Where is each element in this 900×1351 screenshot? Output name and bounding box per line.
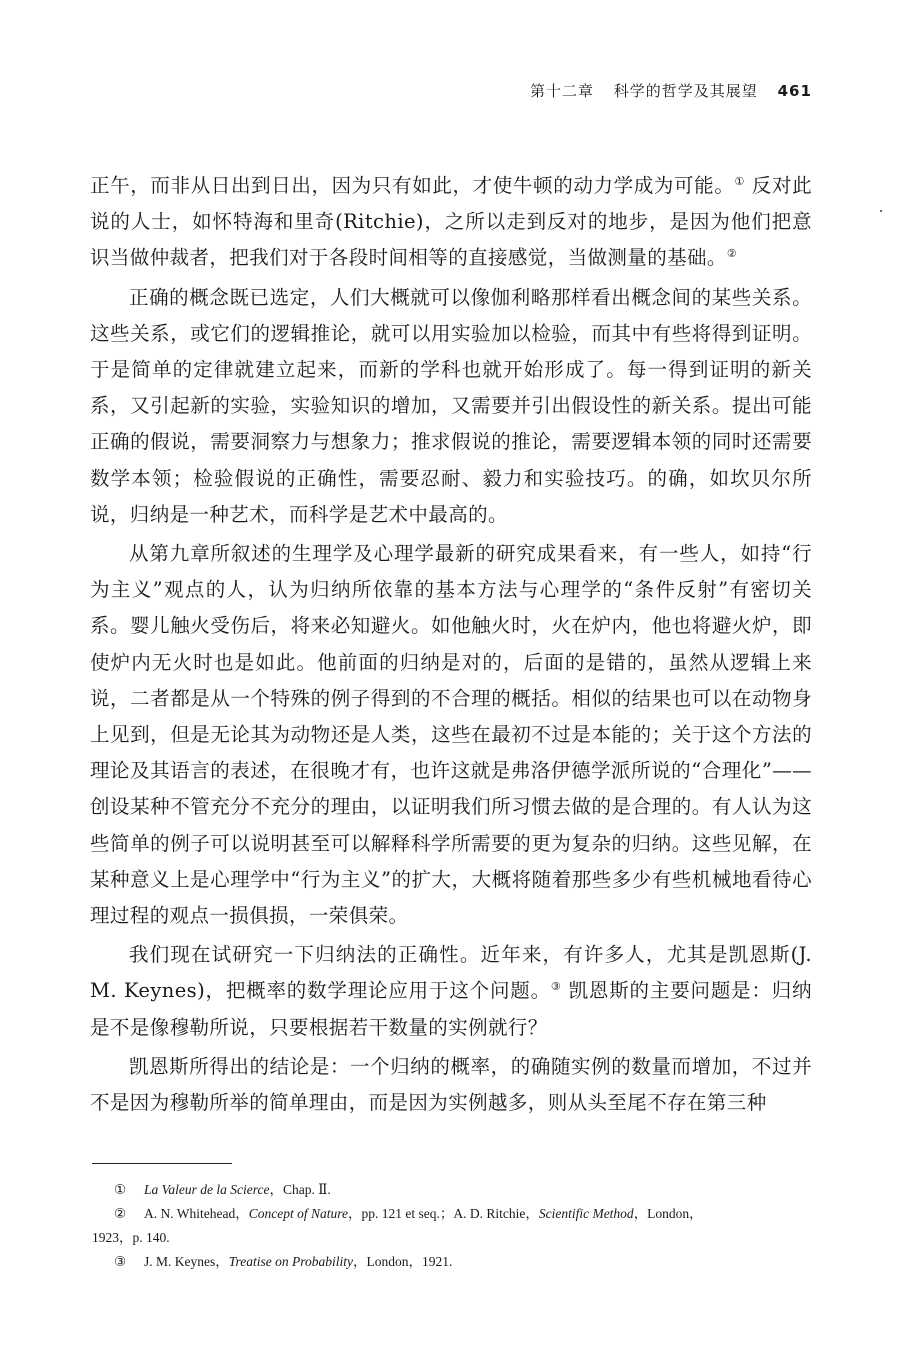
paragraph: 我们现在试研究一下归纳法的正确性。近年来，有许多人，尤其是凯恩斯(J. M. Keynes)，把概率的数学理论应用于这个问题。③ 凯恩斯的主要问题是：归纳是不是像穆勒所说，只要根据若干数量的实例就行？ [90, 943, 812, 1039]
footnotes [92, 1178, 814, 1274]
main-text [90, 168, 812, 1124]
footnote-divider [92, 1163, 232, 1164]
footnote-1: ① La Valeur de la Scierce，Chap. Ⅱ. [92, 1178, 814, 1202]
paragraph: 凯恩斯所得出的结论是：一个归纳的概率，的确随实例的数量而增加，不过并不是因为穆勒所举的简单理由，而是因为实例越多，则从头至尾不存在第三种 [90, 1054, 812, 1115]
footnote-marker: ① [114, 1182, 127, 1197]
paragraph: 正午，而非从日出到日出，因为只有如此，才使牛顿的动力学成为可能。① 反对此说的人士，如怀特海和里奇(Ritchie)，之所以走到反对的地步，是因为他们把意识当做仲裁者，把我们对于各段时间相等的直接感觉，当做测量的基础。② [90, 174, 812, 270]
chapter-title: 科学的哲学及其展望 [613, 82, 758, 100]
scan-speck [880, 210, 882, 212]
footnote-marker: ② [114, 1206, 127, 1221]
running-header [530, 80, 820, 101]
page-number: 461 [777, 82, 812, 100]
footnote-3: ③ J. M. Keynes，Treatise on Probability，London，1921. [92, 1250, 814, 1274]
paragraph: 从第九章所叙述的生理学及心理学最新的研究成果看来，有一些人，如持“行为主义”观点的人，认为归纳所依靠的基本方法与心理学的“条件反射”有密切关系。婴儿触火受伤后，将来必知避火。如他触火时，火在炉内，他也将避火炉，即使炉内无火时也是如此。他前面的归纳是对的，后面的是错的，虽然从逻辑上来说，二者都是从一个特殊的例子得到的不合理的概括。相似的结果也可以在动物身上见到，但是无论其为动物还是人类，这些在最初不过是本能的；关于这个方法的理论及其语言的表述，在很晚才有，也许这就是弗洛伊德学派所说的“合理化”——创设某种不管充分不充分的理由，以证明我们所习惯去做的是合理的。有人认为这些简单的例子可以说明甚至可以解释科学所需要的更为复杂的归纳。这些见解，在某种意义上是心理学中“行为主义”的扩大，大概将随着那些多少有些机械地看待心理过程的观点一损俱损，一荣俱荣。 [90, 542, 812, 928]
footnote-ref[interactable]: ① [734, 175, 745, 188]
footnote-2: ② A. N. Whitehead，Concept of Nature，pp. 121 et seq.；A. D. Ritchie，Scientific Method，London， 1923，p. 140. [92, 1202, 814, 1250]
footnote-ref[interactable]: ② [726, 247, 738, 261]
footnote-ref[interactable]: ③ [550, 980, 562, 994]
footnote-marker: ③ [114, 1254, 127, 1269]
chapter-label: 第十二章 [530, 82, 595, 100]
paragraph: 正确的概念既已选定，人们大概就可以像伽利略那样看出概念间的某些关系。这些关系，或它们的逻辑推论，就可以用实验加以检验，而其中有些将得到证明。于是简单的定律就建立起来，而新的学科也就开始形成了。每一得到证明的新关系，又引起新的实验，实验知识的增加，又需要并引出假设性的新关系。提出可能正确的假说，需要洞察力与想象力；推求假说的推论，需要逻辑本领的同时还需要数学本领；检验假说的正确性，需要忍耐、毅力和实验技巧。的确，如坎贝尔所说，归纳是一种艺术，而科学是艺术中最高的。 [90, 285, 812, 526]
